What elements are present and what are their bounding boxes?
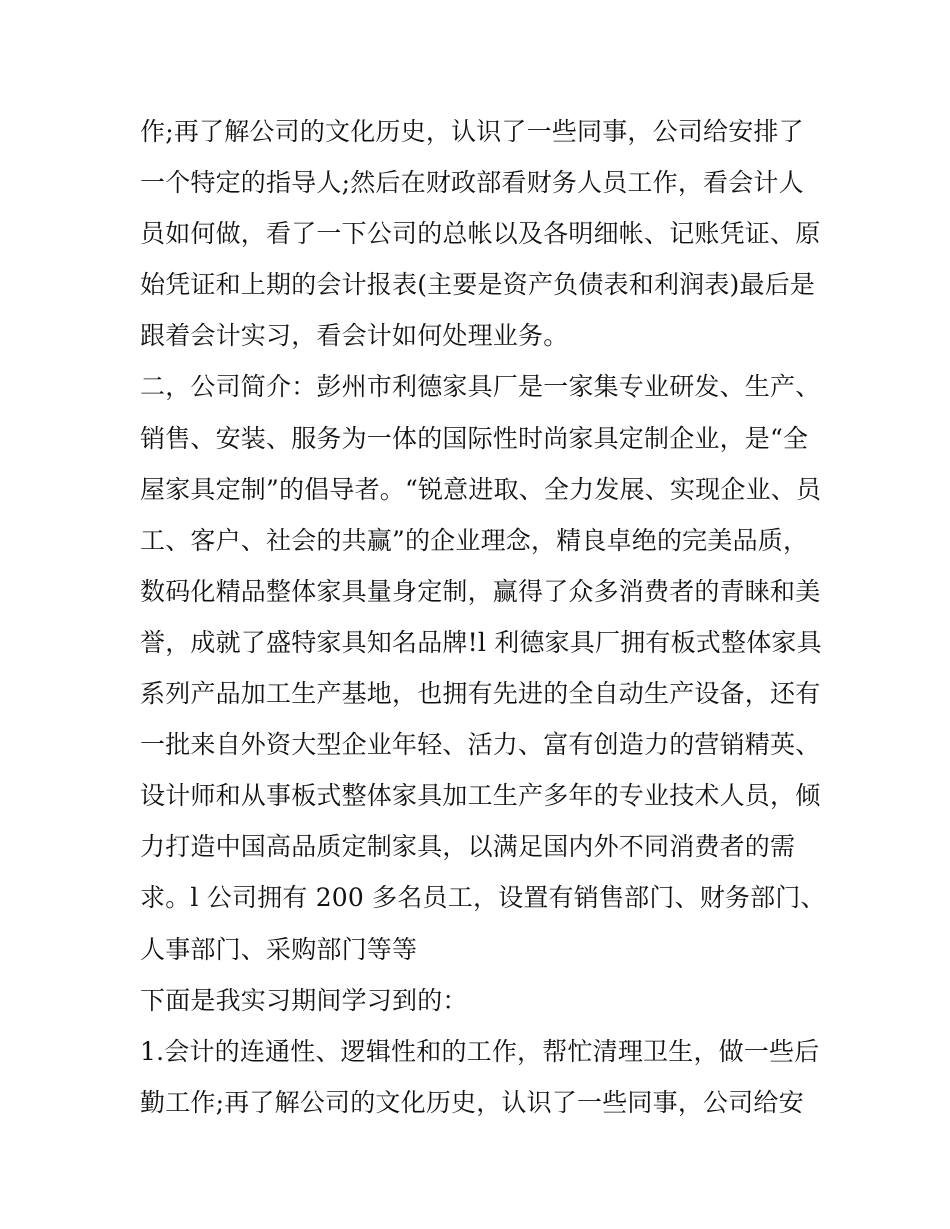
text-line: 数码化精品整体家具量身定制，赢得了众多消费者的青睐和美 bbox=[140, 576, 821, 606]
text-line: 销售、安装、服务为一体的国际性时尚家具定制企业，是“全 bbox=[140, 423, 809, 453]
text-line: 求。l 公司拥有 200 多名员工，设置有销售部门、财务部门、 bbox=[140, 883, 826, 913]
text-line: 工、客户、社会的共赢”的企业理念，精良卓绝的完美品质， bbox=[140, 525, 809, 555]
text-line: 力打造中国高品质定制家具，以满足国内外不同消费者的需 bbox=[140, 832, 796, 862]
text-line: 一个特定的指导人;然后在财政部看财务人员工作，看会计人 bbox=[140, 168, 804, 198]
text-line: 下面是我实习期间学习到的： bbox=[140, 985, 468, 1015]
text-line: 誉，成就了盛特家具知名品牌!l 利德家具厂拥有板式整体家具 bbox=[140, 627, 822, 657]
text-line: 设计师和从事板式整体家具加工生产多年的专业技术人员，倾 bbox=[140, 781, 821, 811]
text-line: 始凭证和上期的会计报表(主要是资产负债表和利润表)最后是 bbox=[140, 270, 816, 300]
text-line: 1.会计的连通性、逻辑性和的工作，帮忙清理卫生，做一些后 bbox=[140, 1036, 820, 1066]
text-line: 作;再了解公司的文化历史，认识了一些同事，公司给安排了 bbox=[140, 117, 804, 146]
text-line: 二，公司简介：彭州市利德家具厂是一家集专业研发、生产、 bbox=[140, 372, 821, 402]
text-line: 勤工作;再了解公司的文化历史，认识了一些同事，公司给安 bbox=[140, 1087, 804, 1117]
text-line: 屋家具定制”的倡导者。“锐意进取、全力发展、实现企业、员 bbox=[140, 474, 822, 504]
text-line: 人事部门、采购部门等等 bbox=[140, 934, 418, 964]
text-line: 一批来自外资大型企业年轻、活力、富有创造力的营销精英、 bbox=[140, 730, 821, 760]
text-line: 系列产品加工生产基地，也拥有先进的全自动生产设备，还有 bbox=[140, 679, 821, 709]
text-line: 员如何做，看了一下公司的总帐以及各明细帐、记账凭证、原 bbox=[140, 219, 821, 249]
text-line: 跟着会计实习，看会计如何处理业务。 bbox=[140, 321, 569, 351]
body-text bbox=[140, 106, 830, 1128]
